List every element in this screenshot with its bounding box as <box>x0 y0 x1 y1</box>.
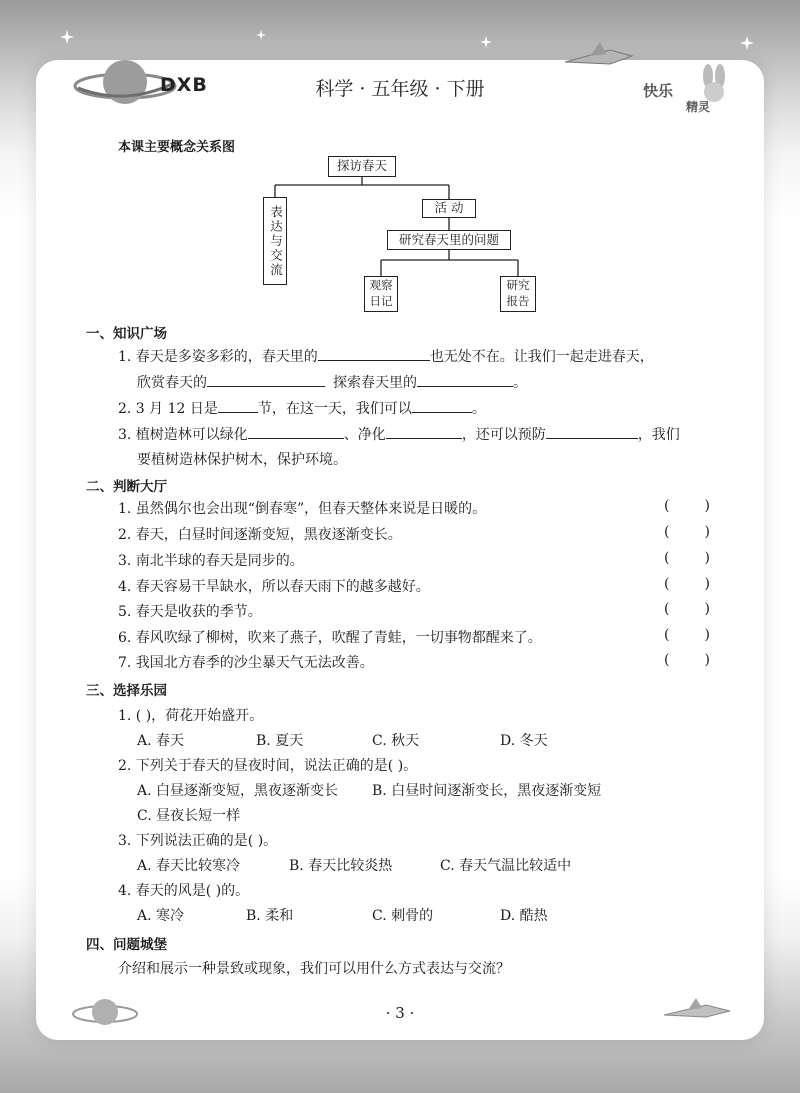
choice-option[interactable]: C. 春天气温比较适中 <box>440 858 572 874</box>
concept-node-expression: 表达与交流 <box>263 197 287 285</box>
brand-logo-sub: 精灵 <box>686 100 711 114</box>
answer-parentheses[interactable] <box>664 601 710 617</box>
question-text: 、净化 <box>343 427 386 443</box>
book-title: 科学 · 五年级 · 下册 <box>315 78 485 100</box>
section-title-problem: 四、问题城堡 <box>86 937 167 953</box>
choice-option[interactable]: B. 春天比较炎热 <box>289 858 393 874</box>
judgement-item-1: 1. 虽然偶尔也会出现“倒春寒”，但春天整体来说是日暖的。 <box>118 501 487 517</box>
planet-icon <box>70 992 140 1036</box>
question-text: 也无处不在。让我们一起走进春天， <box>429 349 654 365</box>
choice-question-4: 4. 春天的风是( )的。 <box>118 883 250 899</box>
paren-close: ) <box>704 652 710 668</box>
answer-blank[interactable] <box>386 425 462 439</box>
fill-question-1 <box>118 346 654 366</box>
choice-option[interactable]: C. 刺骨的 <box>372 908 434 924</box>
choice-option[interactable]: A. 寒冷 <box>137 908 185 924</box>
choice-option[interactable]: D. 酷热 <box>500 908 548 924</box>
answer-parentheses[interactable] <box>664 627 710 643</box>
choice-question-2: 2. 下列关于春天的昼夜时间，说法正确的是( )。 <box>118 758 418 774</box>
answer-blank[interactable] <box>248 425 344 439</box>
choice-option[interactable]: D. 冬天 <box>500 733 548 749</box>
paren-close: ) <box>704 601 710 617</box>
concept-node-activity: 活 动 <box>422 199 476 218</box>
concept-node-research-questions: 研究春天里的问题 <box>387 230 511 250</box>
answer-blank[interactable] <box>412 399 472 413</box>
page-number: · 3 · <box>385 1004 415 1022</box>
question-text: 欣赏春天的 <box>137 375 207 391</box>
answer-blank[interactable] <box>546 425 638 439</box>
answer-parentheses[interactable] <box>664 652 710 668</box>
question-text: 2. 3 月 12 日是 <box>118 401 218 417</box>
judgement-item-3: 3. 南北半球的春天是同步的。 <box>118 553 304 569</box>
answer-blank[interactable] <box>318 347 430 361</box>
choice-option[interactable]: A. 春天比较寒冷 <box>137 858 241 874</box>
concept-node-research-report: 研究报告 <box>500 276 536 312</box>
judgement-item-4: 4. 春天容易干旱缺水，所以春天雨下的越多越好。 <box>118 579 430 595</box>
judgement-item-7: 7. 我国北方春季的沙尘暴天气无法改善。 <box>118 655 374 671</box>
rocket-icon <box>660 995 740 1031</box>
judgement-item-6: 6. 春风吹绿了柳树，吹来了燕子，吹醒了青蛙，一切事物都醒来了。 <box>118 630 542 646</box>
concept-map-title: 本课主要概念关系图 <box>118 140 236 155</box>
answer-parentheses[interactable] <box>664 576 710 592</box>
answer-blank[interactable] <box>207 373 325 387</box>
choice-option[interactable]: B. 夏天 <box>256 733 304 749</box>
choice-option[interactable]: A. 春天 <box>137 733 185 749</box>
fill-question-3 <box>118 424 680 444</box>
paren-open: ( <box>664 576 670 592</box>
paren-close: ) <box>704 576 710 592</box>
choice-option[interactable]: A. 白昼逐渐变短，黑夜逐渐变长 <box>137 783 339 799</box>
choice-question-3: 3. 下列说法正确的是( )。 <box>118 833 278 849</box>
paren-open: ( <box>664 601 670 617</box>
choice-option[interactable]: C. 昼夜长短一样 <box>137 808 241 824</box>
paren-open: ( <box>664 498 670 514</box>
fill-question-3-cont: 要植树造林保护树木，保护环境。 <box>137 452 347 468</box>
paren-open: ( <box>664 652 670 668</box>
question-text: 探索春天里的 <box>333 375 417 391</box>
choice-option[interactable]: B. 柔和 <box>246 908 294 924</box>
paren-close: ) <box>704 627 710 643</box>
paren-open: ( <box>664 550 670 566</box>
brand-logo: 快乐 <box>643 82 674 100</box>
concept-root-node: 探访春天 <box>328 156 396 177</box>
question-text: 1. 春天是多姿多彩的，春天里的 <box>118 349 318 365</box>
choice-question-1: 1. ( )，荷花开始盛开。 <box>118 708 264 724</box>
section-title-judgement: 二、判断大厅 <box>86 479 167 495</box>
paren-close: ) <box>704 550 710 566</box>
question-text: 。 <box>513 375 527 391</box>
question-text: ，我们 <box>637 427 680 443</box>
fill-question-1-cont <box>137 372 527 392</box>
question-text: 。 <box>471 401 486 417</box>
choice-option[interactable]: C. 秋天 <box>372 733 420 749</box>
answer-parentheses[interactable] <box>664 498 710 514</box>
paren-open: ( <box>664 524 670 540</box>
paren-open: ( <box>664 627 670 643</box>
paren-close: ) <box>704 524 710 540</box>
answer-parentheses[interactable] <box>664 524 710 540</box>
question-text: ，还可以预防 <box>461 427 546 443</box>
section-title-choice: 三、选择乐园 <box>86 683 167 699</box>
judgement-item-5: 5. 春天是收获的季节。 <box>118 604 262 620</box>
answer-blank[interactable] <box>417 373 513 387</box>
question-text: 3. 植树造林可以绿化 <box>118 427 248 443</box>
section-title-knowledge: 一、知识广场 <box>86 326 167 342</box>
logo-text: DXB <box>160 74 208 96</box>
judgement-item-2: 2. 春天，白昼时间逐渐变短，黑夜逐渐变长。 <box>118 527 402 543</box>
question-text: 节，在这一天，我们可以 <box>257 401 412 417</box>
concept-node-observation-diary: 观察日记 <box>364 276 398 312</box>
paren-close: ) <box>704 498 710 514</box>
open-question: 介绍和展示一种景致或现象，我们可以用什么方式表达与交流？ <box>118 961 510 977</box>
choice-option[interactable]: B. 白昼时间逐渐变长，黑夜逐渐变短 <box>372 783 602 799</box>
answer-blank[interactable] <box>218 399 258 413</box>
answer-parentheses[interactable] <box>664 550 710 566</box>
fill-question-2 <box>118 398 486 418</box>
